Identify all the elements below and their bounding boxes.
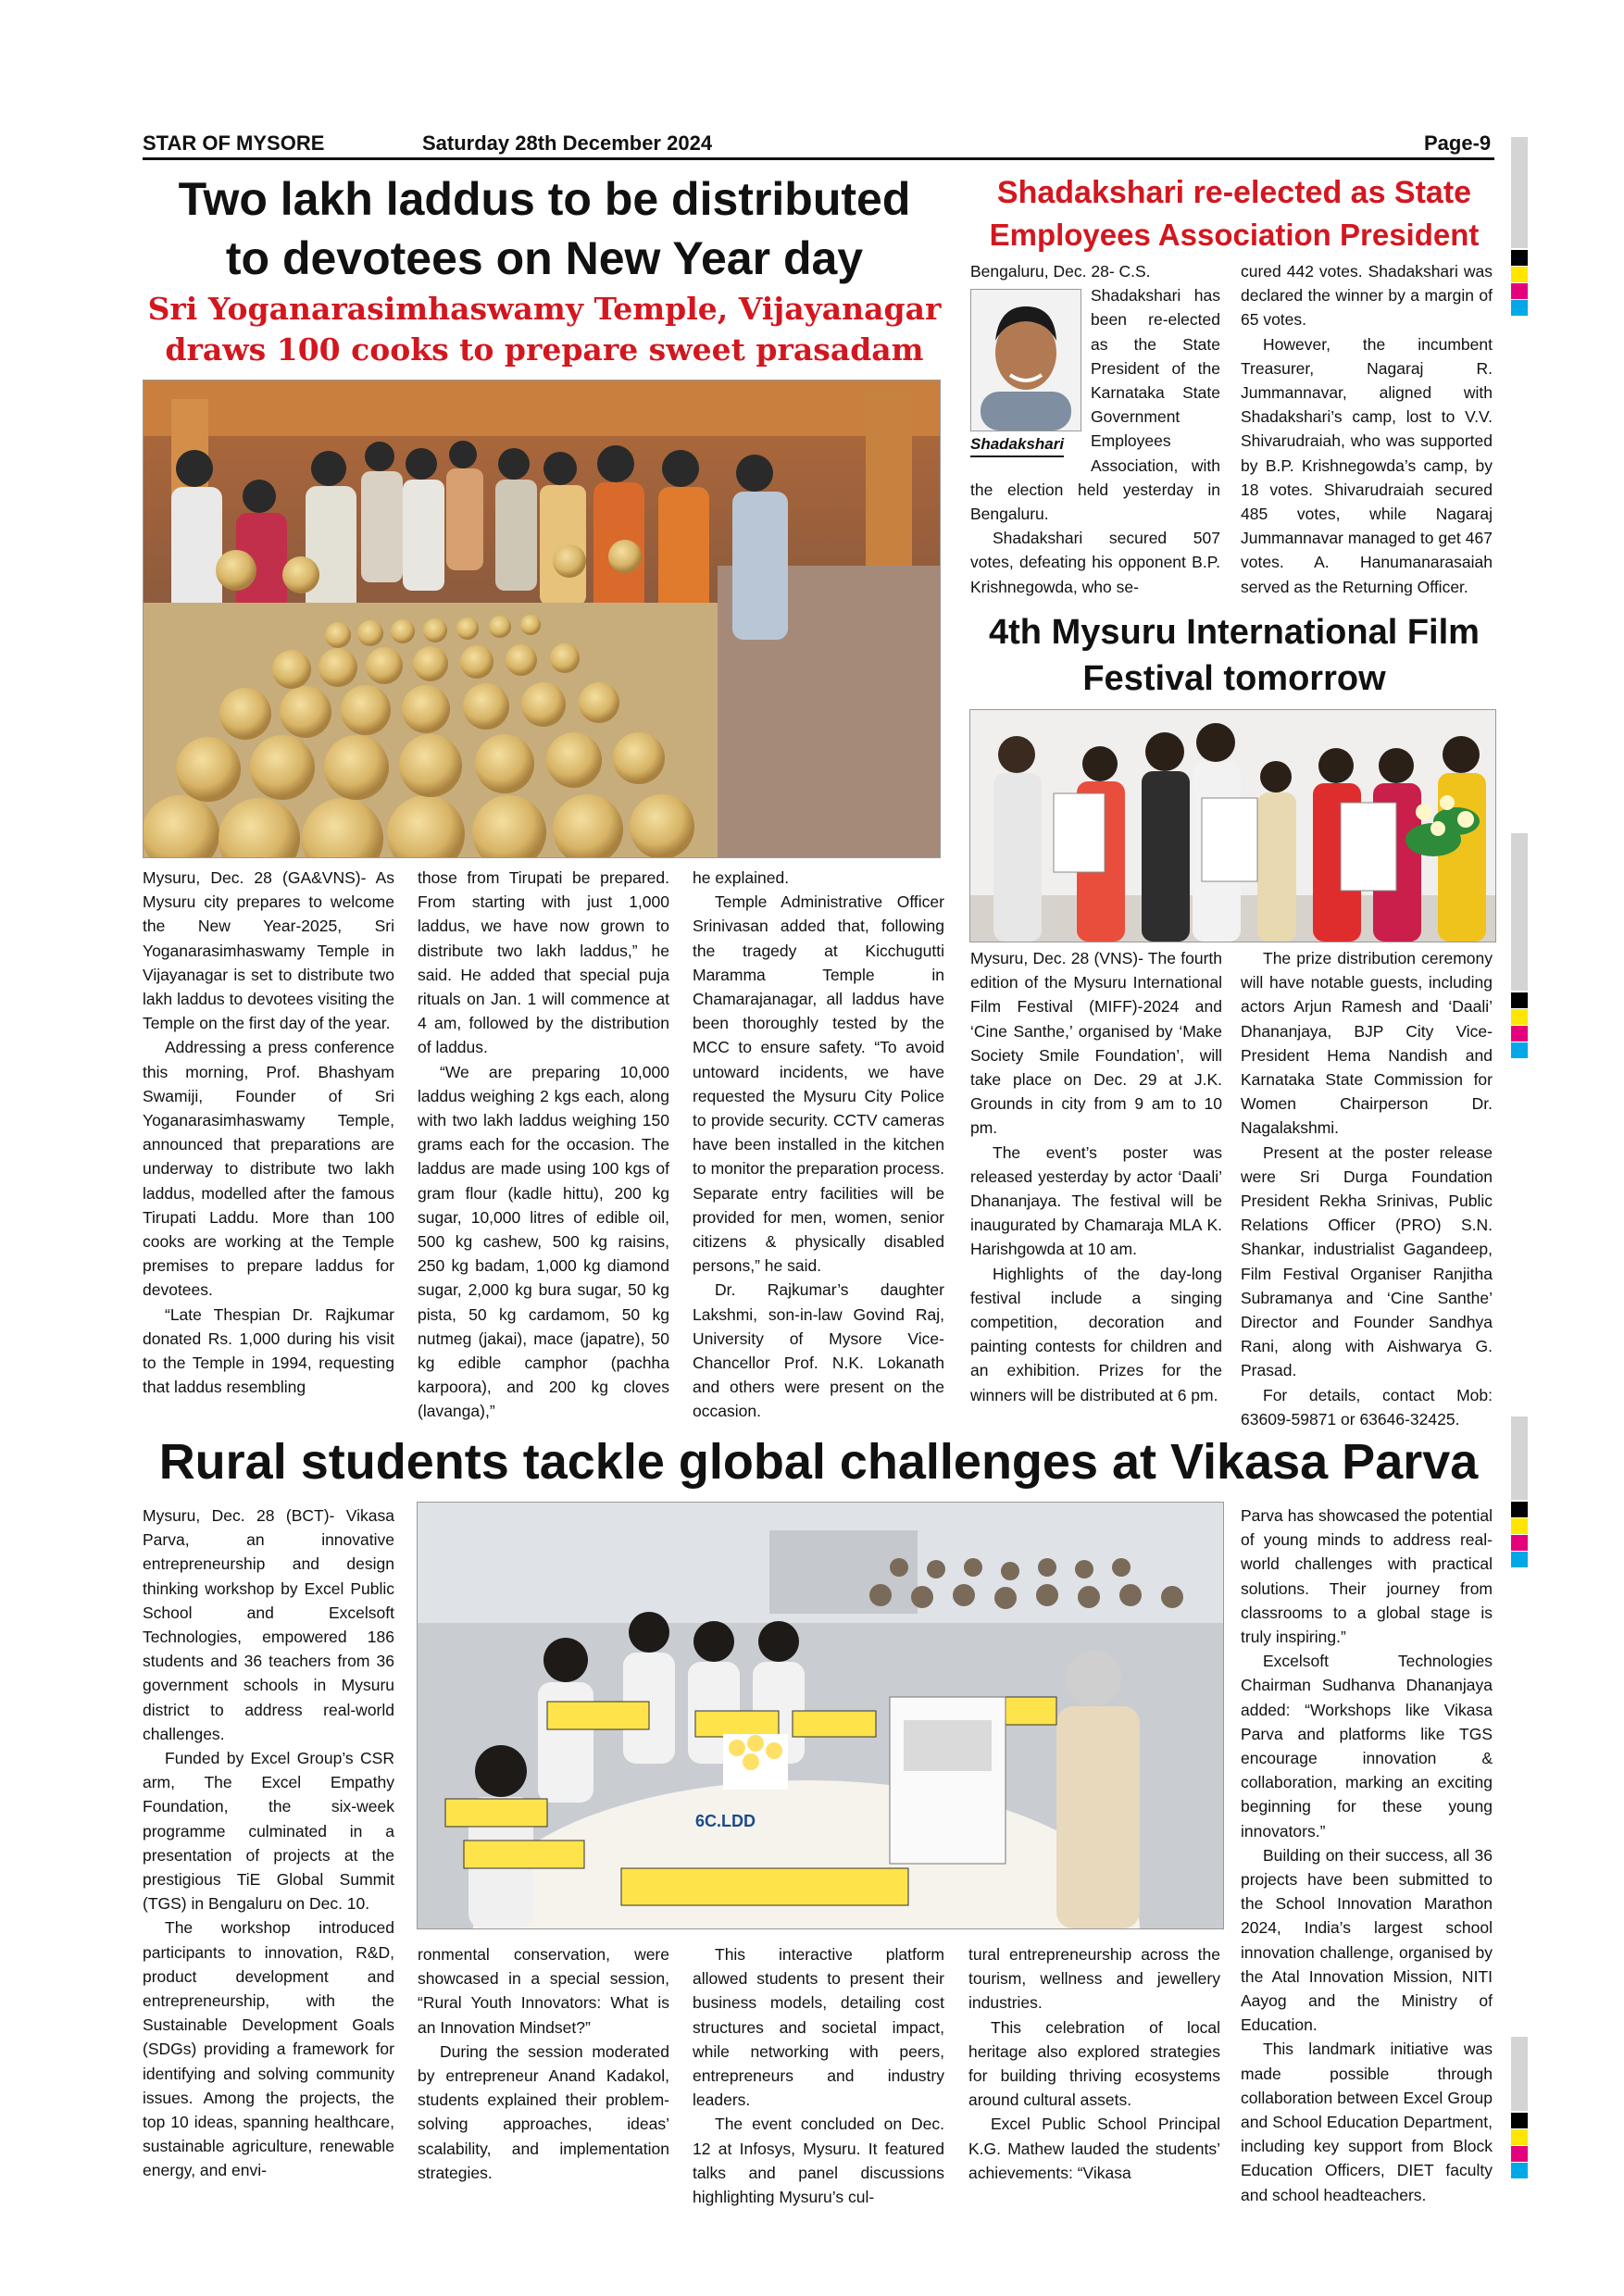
shadakshari-col1-body: Shadakshari has been re-elected as the State President of the Karnataka State Government Employees Association, with the election held yesterday in Bengaluru.: [970, 286, 1220, 524]
masthead-rule: [143, 157, 1494, 160]
vikasa-col5-para-2: Excelsoft Technologies Chairman Sudhanva Dhananjaya added: “Workshops like Vikasa Parva and platforms like TGS encourage innovation & collaboration, marking an exciting beginning for these young innovators.”: [1241, 1652, 1493, 1841]
laddu-col3-para-1: he explained.: [693, 868, 790, 887]
vikasa-col1-para-2: Funded by Excel Group’s CSR arm, The Excel Empathy Foundation, the six-week programme culminated in a presentation of projects at the prestigious TiE Global Summit (TGS) in Bengaluru on Dec. 10.: [143, 1749, 394, 1914]
shadakshari-column-2: [1241, 259, 1493, 599]
registration-strip-grey-top: [1511, 137, 1528, 248]
vikasa-column-1: [143, 1504, 394, 2183]
registration-swatch-magenta-2: [1511, 1026, 1528, 1042]
film-column-2: [1241, 946, 1493, 1431]
shadakshari-col2-para-2: However, the incumbent Treasurer, Nagaraj R. Jummannavar, aligned with Shadakshari’s camp, lost to V.V. Shivarudraiah, who was supported by B.P. Krishnegowda’s camp, by 18 votes. Shivarudraiah secured 485 votes, while Nagaraj Jummannavar managed to get 467 votes. A. Hanumanarasaiah served as the Returning Officer.: [1241, 334, 1493, 596]
vikasa-col5-para-4: This landmark initiative was made possible through collaboration between Excel Group and School Education Department, including key support from Block Education Officers, DIET faculty and school headteachers.: [1241, 2040, 1493, 2204]
shadakshari-headline-line-1: Shadakshari re-elected as State: [996, 175, 1472, 210]
registration-swatch-yellow: [1511, 267, 1528, 282]
vikasa-photo: [417, 1502, 1224, 1929]
laddu-subhead-line-2: draws 100 cooks to prepare sweet prasadam: [165, 331, 924, 368]
vikasa-col5-para-1: Parva has showcased the potential of young minds to address real-world challenges with practical solutions. Their journey from classrooms to a global stage is truly inspiring.”: [1241, 1506, 1493, 1647]
film-col1-para-2: The event’s poster was released yesterday by actor ‘Daali’ Dhananjaya. The festival will be inaugurated by Chamaraja MLA K. Harishgowda at 10 am.: [970, 1142, 1222, 1259]
vikasa-column-3: [693, 1942, 944, 2209]
laddu-photo: [143, 380, 941, 858]
registration-swatch-magenta-4: [1511, 2146, 1528, 2162]
laddu-col2-para-1: those from Tirupati be prepared. From starting with just 1,000 laddus, we have now grown to distribute two lakh laddus,” he said. He added that special puja rituals on Jan. 1 will commence at 4 am, followed by the distribution of laddus.: [418, 868, 669, 1057]
vikasa-col4-para-2: This celebration of local heritage also explored strategies for building thriving ecosystems around cultural assets.: [968, 2017, 1220, 2110]
masthead-date: Saturday 28th December 2024: [422, 131, 713, 155]
registration-strip-grey-low: [1511, 1416, 1528, 1500]
registration-swatch-cyan-4: [1511, 2163, 1528, 2178]
laddu-column-3: [693, 866, 944, 1424]
registration-swatch-cyan: [1511, 300, 1528, 316]
laddu-photo-illustration: [144, 381, 940, 857]
vikasa-col1-para-1: Mysuru, Dec. 28 (BCT)- Vikasa Parva, an innovative entrepreneurship and design thinking workshop by Excel Public School and Excelsoft Technologies, empowered 186 students and 36 teachers from 36 government schools in Mysuru district to address real-world challenges.: [143, 1506, 394, 1743]
laddu-column-2: [418, 866, 669, 1424]
vikasa-col2-para-2: During the session moderated by entrepreneur Anand Kadakol, students explained their problem-solving approaches, ideas’ scalability, and implementation strategies.: [418, 2041, 669, 2182]
shadakshari-photo-box: [970, 289, 1080, 460]
registration-strip-grey-mid: [1511, 833, 1528, 991]
shadakshari-col2-para-1: cured 442 votes. Shadakshari was declared the winner by a margin of 65 votes.: [1241, 262, 1493, 330]
registration-swatch-black-3: [1511, 1502, 1528, 1517]
vikasa-col4-para-1: tural entrepreneurship across the tourism, wellness and jewellery industries.: [968, 1945, 1220, 2013]
film-col2-para-3: For details, contact Mob: 63609-59871 or 63646-32425.: [1241, 1385, 1493, 1429]
film-col2-para-2: Present at the poster release were Sri Durga Foundation President Rekha Srinivas, Public Relations Officer (PRO) S.N. Shankar, industrialist Gagandeep, Film Festival Organiser Ranjitha Subramanya and ‘Cine Santhe’ Director and Founder Sandhya Rani, along with Aishwarya G. Prasad.: [1241, 1142, 1493, 1380]
film-col1-para-3: Highlights of the day-long festival include a singing competition, decoration and painting contests for children and an exhibition. Prizes for the winners will be distributed at 6 pm.: [970, 1264, 1222, 1404]
registration-swatch-magenta-3: [1511, 1535, 1528, 1551]
registration-swatch-cyan-3: [1511, 1552, 1528, 1567]
vikasa-column-4: [968, 1942, 1220, 2185]
registration-swatch-yellow-3: [1511, 1518, 1528, 1534]
laddu-headline-line-2: to devotees on New Year day: [225, 232, 864, 284]
vikasa-photo-board-text: 6C.LDD: [695, 1812, 756, 1830]
laddu-col3-para-2: Temple Administrative Officer Srinivasan added that, following the tragedy at Kicchugutti Maramma Temple in Chamarajanagar, all laddus have been thoroughly tested by the MCC to ensure safety. “To avoid untoward incidents, we have requested the Mysuru City Police to provide security. CCTV cameras have been installed in the kitchen to monitor the preparation process. Separate entry facilities will be provided for men, women, senior citizens & physically disabled persons,” he said.: [693, 892, 944, 1276]
shadakshari-portrait: [970, 289, 1081, 431]
laddu-headline-line-1: Two lakh laddus to be distributed: [178, 173, 911, 225]
vikasa-photo-illustration: [418, 1503, 1223, 1928]
vikasa-col3-para-2: The event concluded on Dec. 12 at Infosys, Mysuru. It featured talks and panel discussions highlighting Mysuru’s cul-: [693, 2115, 944, 2207]
registration-swatch-black: [1511, 250, 1528, 266]
laddu-subhead-line-1: Sri Yoganarasimhaswamy Temple, Vijayanagar: [147, 291, 942, 327]
laddu-col2-para-2: “We are preparing 10,000 laddus weighing 2 kgs each, along with two lakh laddus weighing 150 grams each for the occasion. The laddus are made using 100 kgs of gram flour (kadle hittu), 200 kg sugar, 10,000 litres of edible oil, 500 kg cashew, 500 kg raisins, 250 kg badam, 1,000 kg diamond sugar, 2,000 kg bura sugar, 50 kg pista, 50 kg cardamom, 50 kg nutmeg (jakai), mace (japatre), 50 kg edible camphor (pachha karpoora), and 200 kg cloves (lavanga),”: [418, 1062, 669, 1421]
registration-swatch-yellow-2: [1511, 1009, 1528, 1025]
vikasa-col1-para-3: The workshop introduced participants to innovation, R&D, product development and entrepreneurship, with the Sustainable Development Goals (SDGs) providing a framework for identifying and solving community issues. Among the projects, the top 10 ideas, spanning healthcare, sustainable agriculture, renewable energy, and envi-: [143, 1918, 394, 2180]
registration-swatch-yellow-4: [1511, 2129, 1528, 2145]
laddu-column-1: [143, 866, 394, 1399]
vikasa-col3-para-1: This interactive platform allowed students to present their business models, detailing cost structures and societal impact, while networking with peers, entrepreneurs and industry leaders.: [693, 1945, 944, 2110]
registration-strip-grey-bottom: [1511, 2037, 1528, 2111]
film-headline-line-2: Festival tomorrow: [1082, 659, 1386, 698]
film-headline-line-1: 4th Mysuru International Film: [989, 613, 1480, 652]
laddu-col3-para-3: Dr. Rajkumar’s daughter Lakshmi, son-in-law Govind Raj, University of Mysore Vice-Chancellor Prof. N.K. Lokanath and others were present on the occasion.: [693, 1280, 944, 1421]
vikasa-col4-para-3: Excel Public School Principal K.G. Mathew lauded the students’ achievements: “Vikasa: [968, 2115, 1220, 2182]
film-photo-illustration: [970, 710, 1495, 942]
vikasa-column-2: [418, 1942, 669, 2185]
registration-swatch-cyan-2: [1511, 1042, 1528, 1058]
registration-swatch-black-2: [1511, 992, 1528, 1008]
shadakshari-column-1: [970, 259, 1220, 599]
masthead-page-number: Page-9: [1424, 131, 1492, 155]
laddu-col1-para-1: Mysuru, Dec. 28 (GA&VNS)- As Mysuru city prepares to welcome the New Year-2025, Sri Yoganarasimhaswamy Temple in Vijayanagar is set to distribute two lakh laddus to devotees visiting the Temple on the first day of the year.: [143, 868, 394, 1033]
vikasa-column-5: [1241, 1504, 1493, 2207]
registration-swatch-black-4: [1511, 2113, 1528, 2128]
vikasa-col5-para-3: Building on their success, all 36 projects have been submitted to the School Innovation Marathon 2024, India’s largest school innovation challenge, organised by the Atal Innovation Mission, NITI Aayog and the Ministry of Education.: [1241, 1845, 1493, 2035]
shadakshari-col1-para-2: Shadakshari secured 507 votes, defeating his opponent B.P. Krishnegowda, who se-: [970, 529, 1220, 596]
film-col2-para-1: The prize distribution ceremony will have notable guests, including actors Arjun Ramesh and ‘Daali’ Dhananjaya, BJP City Vice-President Hema Nandish and Karnataka State Commission for Women Chairperson Dr. Nagalakshmi.: [1241, 949, 1493, 1138]
shadakshari-col1-dateline: Bengaluru, Dec. 28- C.S.: [970, 262, 1151, 281]
shadakshari-photo-caption: Shadakshari: [970, 433, 1064, 457]
film-column-1: [970, 946, 1222, 1407]
masthead-paper-name: STAR OF MYSORE: [143, 131, 325, 155]
film-col1-para-1: Mysuru, Dec. 28 (VNS)- The fourth edition of the Mysuru International Film Festival (MIFF)-2024 and ‘Cine Santhe,’ organised by ‘Make Society Smile Foundation’, will take place on Dec. 29 at J.K. Grounds in city from 9 am to 10 pm.: [970, 949, 1222, 1138]
vikasa-headline: Rural students tackle global challenges at Vikasa Parva: [158, 1434, 1479, 1490]
shadakshari-headline-line-2: Employees Association President: [989, 218, 1480, 252]
vikasa-col2-para-1: ronmental conservation, were showcased in a special session, “Rural Youth Innovators: What is an Innovation Mindset?”: [418, 1945, 669, 2037]
registration-swatch-magenta: [1511, 283, 1528, 299]
laddu-col1-para-3: “Late Thespian Dr. Rajkumar donated Rs. 1,000 during his visit to the Temple in 1994, requesting that laddus resembling: [143, 1304, 394, 1397]
film-photo: [969, 709, 1496, 942]
laddu-col1-para-2: Addressing a press conference this morning, Prof. Bhashyam Swamiji, Founder of Sri Yoganarasimhaswamy Temple, announced that preparations are underway to distribute two lakh laddus, modelled after the famous Tirupati Laddu. More than 100 cooks are working at the Temple premises to prepare laddus for devotees.: [143, 1038, 394, 1300]
